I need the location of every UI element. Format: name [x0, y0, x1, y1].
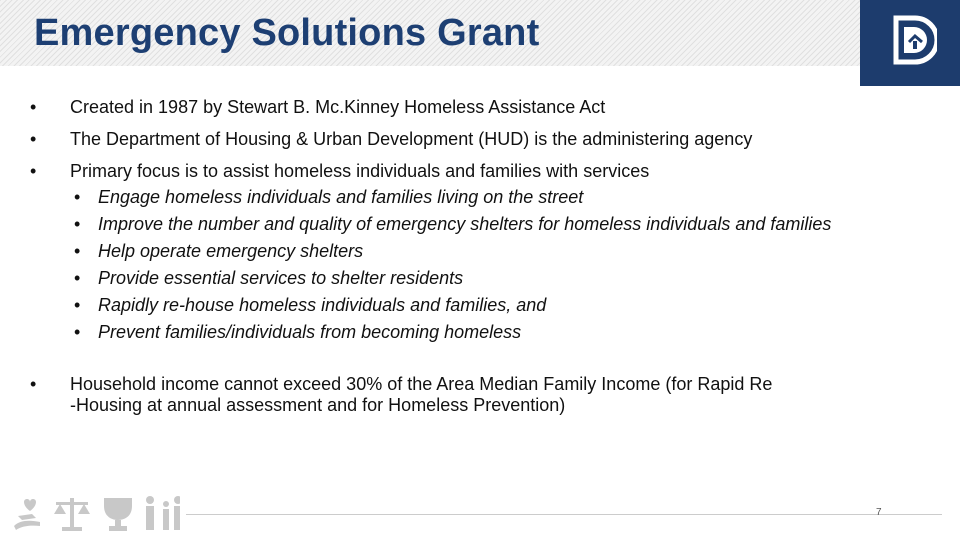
sub-bullet-dot: • [74, 187, 81, 207]
sub-bullet-text: Provide essential services to shelter residents [98, 268, 464, 288]
sub-bullet-dot: • [74, 214, 81, 234]
hand-heart-icon [14, 499, 40, 530]
sub-bullet-item [68, 186, 868, 208]
page-number: 7 [876, 507, 882, 518]
dc-logo [860, 0, 960, 86]
dc-government-logo-icon [893, 15, 937, 65]
bullet-text: The Department of Housing & Urban Development (HUD) is the administering agency [70, 129, 753, 149]
sub-bullet-item [68, 267, 868, 289]
bullet-dot: • [30, 161, 37, 181]
trophy-icon [104, 498, 132, 531]
bullet-dot: • [30, 129, 37, 149]
family-people-icon [146, 496, 180, 530]
bullet-text-line: -Housing at annual assessment and for Homeless Prevention) [70, 395, 566, 415]
sub-bullet-dot: • [74, 268, 81, 288]
sub-bullet-item [68, 294, 868, 316]
footer-divider [186, 514, 942, 515]
sub-bullet-item [68, 213, 868, 235]
sub-bullet-item [68, 321, 868, 343]
sub-bullet-item [68, 240, 868, 262]
sub-bullet-list [68, 186, 868, 343]
slide-title: Emergency Solutions Grant [34, 12, 540, 54]
sub-bullet-dot: • [74, 295, 81, 315]
sub-bullet-dot: • [74, 322, 81, 342]
bullet-dot: • [30, 374, 37, 394]
bullet-text [70, 374, 870, 416]
bullet-dot: • [30, 97, 37, 117]
scales-of-justice-icon [54, 498, 90, 531]
sub-bullet-text: Improve the number and quality of emergency shelters for homeless individuals and families [98, 214, 832, 234]
sub-bullet-text: Engage homeless individuals and families living on the street [98, 187, 584, 207]
sub-bullet-dot: • [74, 241, 81, 261]
sub-bullet-text: Help operate emergency shelters [98, 241, 364, 261]
bullet-text: Created in 1987 by Stewart B. Mc.Kinney Homeless Assistance Act [70, 97, 606, 117]
bullet-text: Primary focus is to assist homeless individuals and families with services [70, 161, 650, 181]
sub-bullet-text: Prevent families/individuals from becoming homeless [98, 322, 522, 342]
footer-icons [10, 492, 180, 539]
sub-bullet-text: Rapidly re-house homeless individuals and families, and [98, 295, 547, 315]
bullet-text-line: Household income cannot exceed 30% of the Area Median Family Income (for Rapid Re [70, 374, 773, 394]
